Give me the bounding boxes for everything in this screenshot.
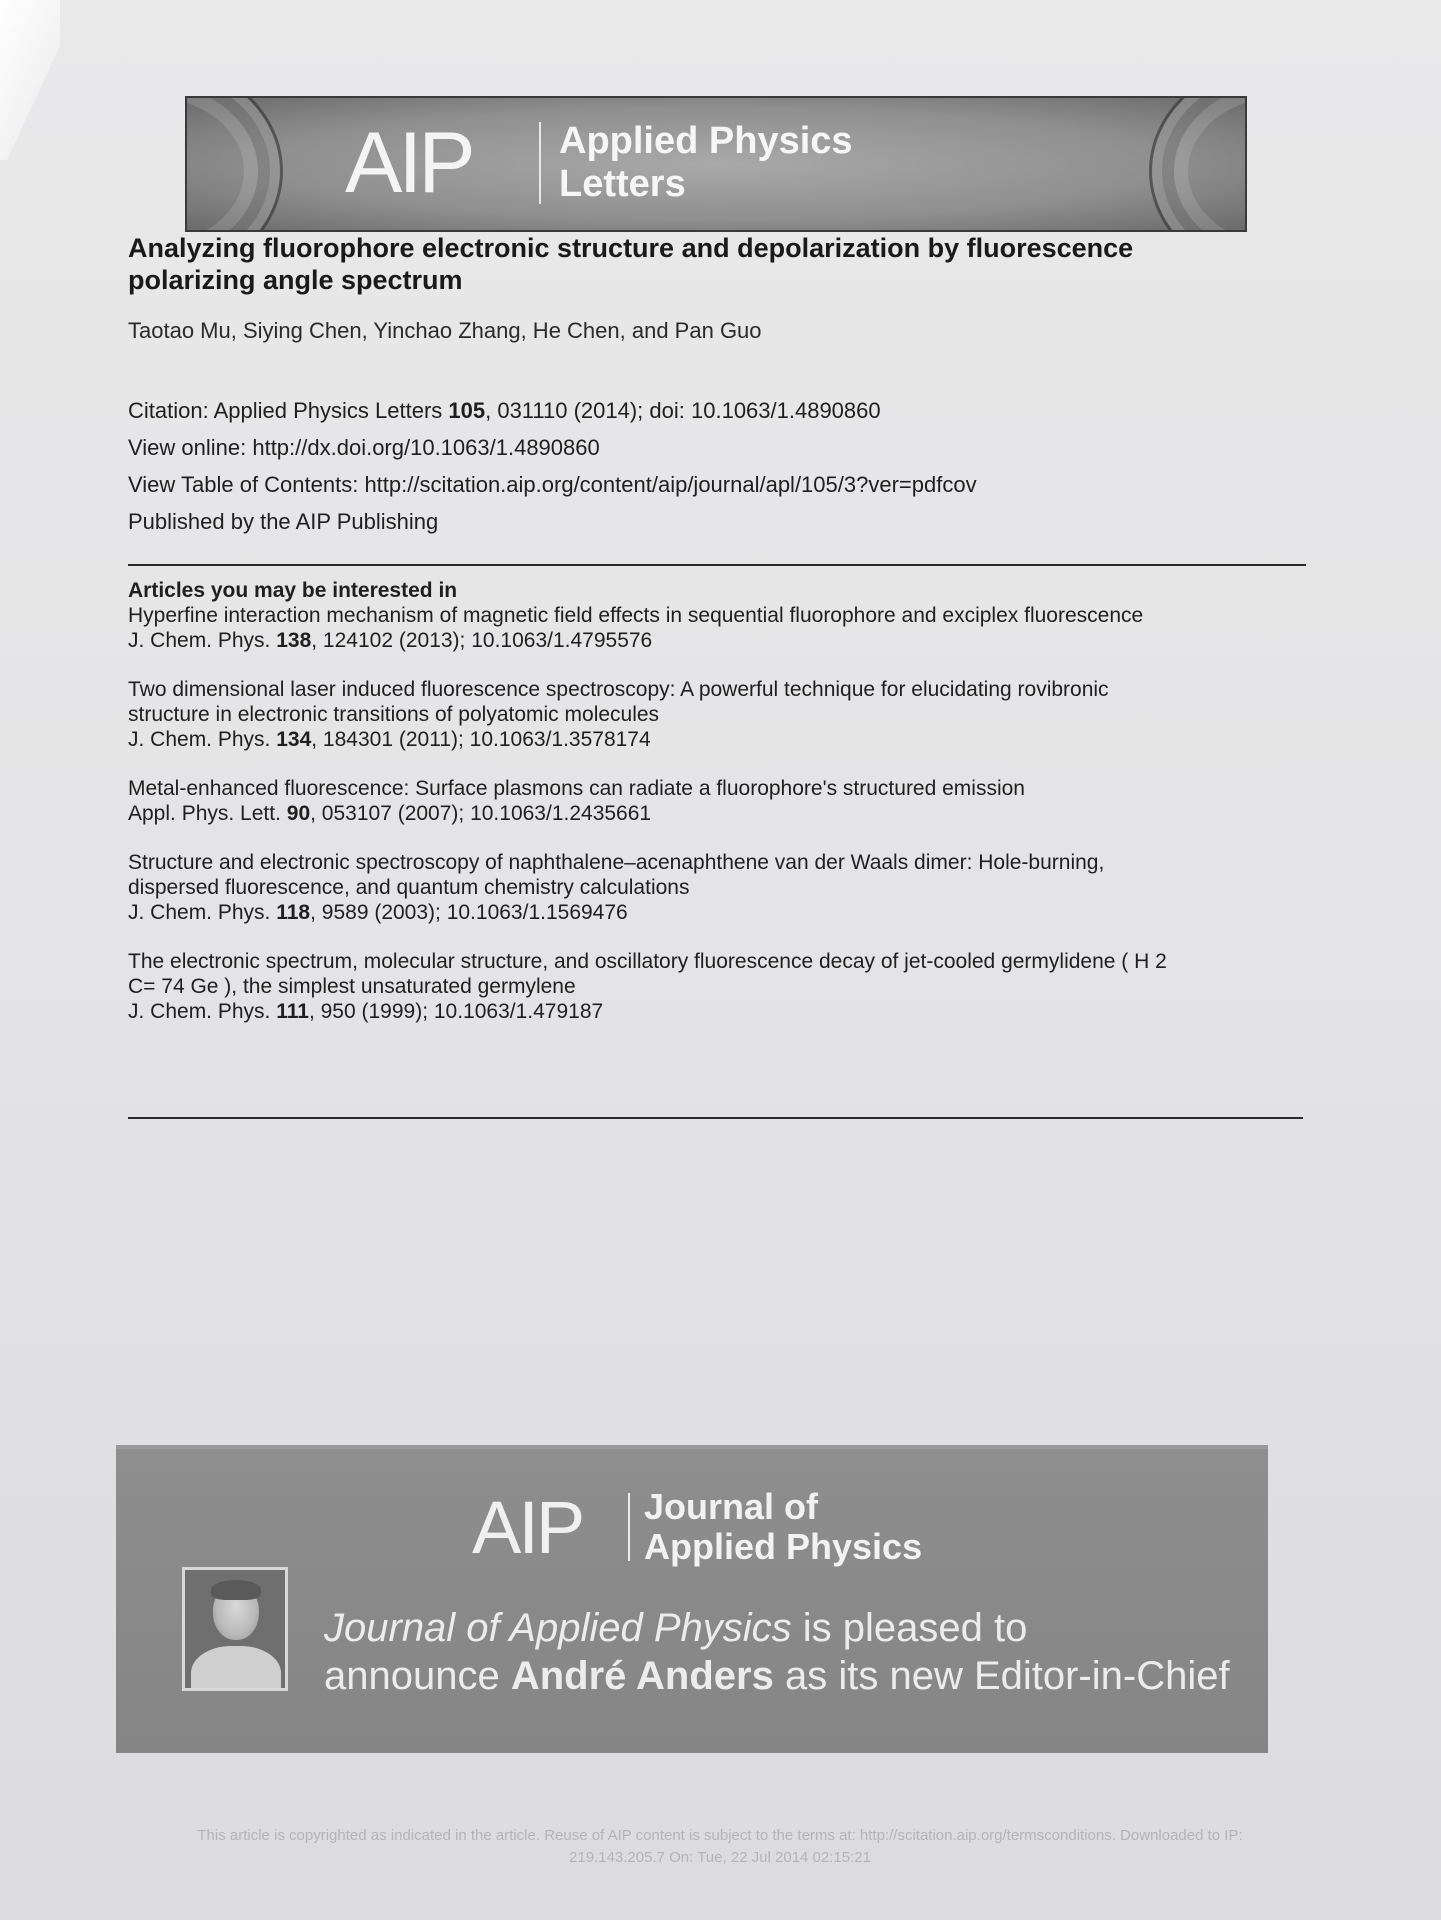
related-item-citation: , 053107 (2007); 10.1063/1.2435661 — [310, 802, 652, 825]
announcement-banner[interactable] — [116, 1445, 1268, 1753]
editor-name: André Anders — [510, 1654, 774, 1698]
related-item-ref — [128, 801, 1318, 826]
journal-name-line2: Letters — [559, 163, 686, 205]
related-item-citation: , 9589 (2003); 10.1063/1.1569476 — [310, 901, 628, 924]
related-item-journal: J. Chem. Phys. — [128, 901, 277, 924]
related-item-journal: J. Chem. Phys. — [128, 629, 277, 652]
announcement-text — [324, 1604, 1244, 1700]
related-item-title[interactable]: Hyperfine interaction mechanism of magnetic field effects in sequential fluorophore and exciplex fluorescence — [128, 604, 1144, 627]
aip-logo: AIP — [345, 115, 472, 211]
related-item[interactable] — [128, 949, 1318, 1024]
related-item-title[interactable]: Structure and electronic spectroscopy of naphthalene–acenaphthene van der Waals dimer: Hole-burning, dispersed fluorescence, and quantum chemistry calculations — [128, 851, 1105, 899]
copyright-footer — [60, 1825, 1380, 1869]
logo-divider — [539, 122, 541, 204]
article-title: Analyzing fluorophore electronic structure and depolarization by fluorescence polarizing angle spectrum — [128, 233, 1134, 295]
citation-line — [128, 392, 977, 429]
related-item[interactable] — [128, 776, 1318, 826]
related-item-volume: 118 — [276, 901, 311, 924]
article-authors: Taotao Mu, Siying Chen, Yinchao Zhang, He Chen, and Pan Guo — [128, 318, 762, 343]
copyright-line2: 219.143.205.7 On: Tue, 22 Jul 2014 02:15:21 — [569, 1849, 871, 1866]
top-divider — [128, 564, 1306, 566]
journal-name-line1: Applied Physics — [559, 120, 853, 162]
announcement-journal: Journal of Applied Physics — [324, 1606, 792, 1650]
citation-volume: 105 — [448, 398, 486, 423]
journal-name — [644, 1487, 922, 1567]
announcement-line1: Journal of Applied Physics is pleased to — [324, 1606, 1028, 1650]
editor-photo — [182, 1567, 288, 1691]
related-item-journal: J. Chem. Phys. — [128, 1000, 277, 1023]
journal-name-line1: Journal of — [644, 1486, 819, 1527]
related-item-citation: , 124102 (2013); 10.1063/1.4795576 — [311, 629, 653, 652]
aip-logo: AIP — [472, 1486, 583, 1569]
citation-suffix: , 031110 (2014); doi: 10.1063/1.4890860 — [485, 398, 881, 423]
logo-divider — [628, 1493, 630, 1561]
related-item-ref — [128, 628, 1318, 653]
page-fold — [0, 0, 60, 160]
view-online-link[interactable]: View online: http://dx.doi.org/10.1063/1.4890860 — [128, 435, 600, 460]
related-item-ref — [128, 999, 1318, 1024]
related-item-journal: Appl. Phys. Lett. — [128, 802, 287, 825]
publisher-line: Published by the AIP Publishing — [128, 509, 439, 534]
journal-name-line2: Applied Physics — [644, 1526, 923, 1567]
apl-header-banner — [185, 96, 1247, 232]
banner-swirl-left — [185, 96, 283, 232]
copyright-line1: This article is copyrighted as indicated in the article. Reuse of AIP content is subject to the terms at: http://scitation.aip.org/termsconditions. Downloaded to IP: — [197, 1827, 1243, 1844]
article-meta — [128, 392, 977, 540]
related-item-title[interactable]: Two dimensional laser induced fluorescence spectroscopy: A powerful technique for elucidating rovibronic structure in electronic transitions of polyatomic molecules — [128, 678, 1109, 726]
related-item-volume: 138 — [276, 629, 312, 652]
related-item-citation: , 950 (1999); 10.1063/1.479187 — [308, 1000, 604, 1023]
related-item-title[interactable]: The electronic spectrum, molecular structure, and oscillatory fluorescence decay of jet-cooled germylidene ( H 2 C= 74 Ge ), the simplest unsaturated germylene — [128, 950, 1167, 998]
related-item[interactable] — [128, 850, 1318, 925]
related-item-ref — [128, 900, 1318, 925]
related-heading: Articles you may be interested in — [128, 579, 458, 602]
related-articles — [128, 578, 1318, 1048]
related-item-ref — [128, 727, 1318, 752]
related-item[interactable] — [128, 677, 1318, 752]
related-item-volume: 90 — [286, 802, 311, 825]
related-item-volume: 111 — [276, 1000, 309, 1023]
journal-name — [559, 120, 853, 206]
related-item-title[interactable]: Metal-enhanced fluorescence: Surface plasmons can radiate a fluorophore's structured emission — [128, 777, 1025, 800]
related-item[interactable] — [128, 603, 1318, 653]
citation-prefix: Citation: Applied Physics Letters — [128, 398, 449, 423]
banner-swirl-right — [1149, 96, 1247, 232]
related-item-volume: 134 — [276, 728, 312, 751]
bottom-divider — [128, 1117, 1303, 1119]
related-item-citation: , 184301 (2011); 10.1063/1.3578174 — [311, 728, 651, 751]
announcement-line2: announce André Anders as its new Editor-in-Chief — [324, 1654, 1230, 1698]
view-toc-link[interactable]: View Table of Contents: http://scitation.aip.org/content/aip/journal/apl/105/3?ver=pdfcov — [128, 472, 977, 497]
related-item-journal: J. Chem. Phys. — [128, 728, 277, 751]
